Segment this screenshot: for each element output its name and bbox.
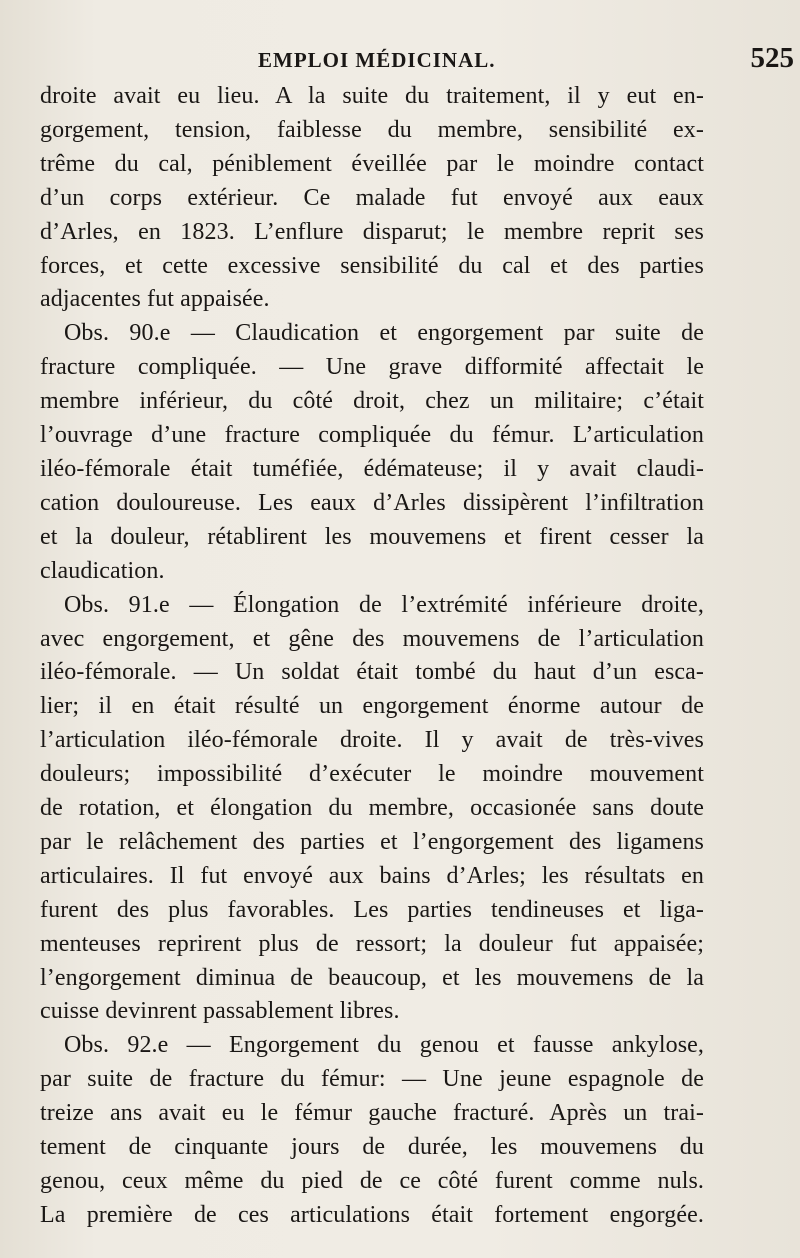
text-line: douleurs; impossibilité d’exécuter le moindre mouvement <box>40 761 704 788</box>
text-line: par suite de fracture du fémur: — Une jeune espagnole de <box>40 1066 704 1093</box>
text-line: l’articulation iléo-fémorale droite. Il y avait de très-vives <box>40 727 704 754</box>
text-line: tement de cinquante jours de durée, les mouvemens du <box>40 1134 704 1161</box>
text-line: forces, et cette excessive sensibilité du cal et des parties <box>40 252 704 279</box>
text-line: l’engorgement diminua de beaucoup, et les mouvemens de la <box>40 964 704 991</box>
text-line: membre inférieur, du côté droit, chez un militaire; c’était <box>40 388 704 415</box>
text-line: trême du cal, péniblement éveillée par le moindre contact <box>40 150 704 177</box>
text-line: avec engorgement, et gêne des mouvemens de l’articulation <box>40 625 704 652</box>
observation-heading: Obs. 90.e — Claudication et engorgement par suite de <box>64 320 704 347</box>
text-line: fracture compliquée. — Une grave difformité affectait le <box>40 354 704 381</box>
text-line: d’un corps extérieur. Ce malade fut envoyé aux eaux <box>40 184 704 211</box>
running-head: EMPLOI MÉDICINAL. <box>258 48 496 72</box>
text-line: cuisse devinrent passablement libres. <box>40 998 400 1025</box>
text-line: iléo-fémorale. — Un soldat était tombé du haut d’un esca- <box>40 659 704 686</box>
text-line: menteuses reprirent plus de ressort; la douleur fut appaisée; <box>40 930 704 957</box>
text-line: claudication. <box>40 557 165 584</box>
text-line: et la douleur, rétablirent les mouvemens et firent cesser la <box>40 523 704 550</box>
text-line: de rotation, et élongation du membre, occasionée sans doute <box>40 795 704 822</box>
page-number: 525 <box>750 42 794 74</box>
text-line: l’ouvrage d’une fracture compliquée du fémur. L’articulation <box>40 422 704 449</box>
text-line: lier; il en était résulté un engorgement énorme autour de <box>40 693 704 720</box>
text-line: par le relâchement des parties et l’engorgement des ligamens <box>40 828 704 855</box>
text-line: d’Arles, en 1823. L’enflure disparut; le membre reprit ses <box>40 218 704 245</box>
body-text <box>40 80 704 1233</box>
text-line: genou, ceux même du pied de ce côté furent comme nuls. <box>40 1168 704 1194</box>
text-line: iléo-fémorale était tuméfiée, édémateuse; il y avait claudi- <box>40 455 704 482</box>
text-line: La première de ces articulations était fortement engorgée. <box>40 1201 704 1228</box>
text-line: treize ans avait eu le fémur gauche fracturé. Après un trai- <box>40 1100 704 1127</box>
text-line: furent des plus favorables. Les parties tendineuses et liga- <box>40 896 704 923</box>
text-line: gorgement, tension, faiblesse du membre, sensibilité ex- <box>40 116 704 143</box>
observation-heading: Obs. 91.e — Élongation de l’extrémité inférieure droite, <box>64 591 704 618</box>
observation-heading: Obs. 92.e — Engorgement du genou et fausse ankylose, <box>64 1032 704 1059</box>
text-line: cation douloureuse. Les eaux d’Arles dissipèrent l’infiltration <box>40 489 704 516</box>
text-line: droite avait eu lieu. A la suite du traitement, il y eut en- <box>40 83 704 109</box>
text-line: adjacentes fut appaisée. <box>40 286 270 313</box>
page-header <box>40 40 794 80</box>
text-line: articulaires. Il fut envoyé aux bains d’Arles; les résultats en <box>40 862 704 889</box>
